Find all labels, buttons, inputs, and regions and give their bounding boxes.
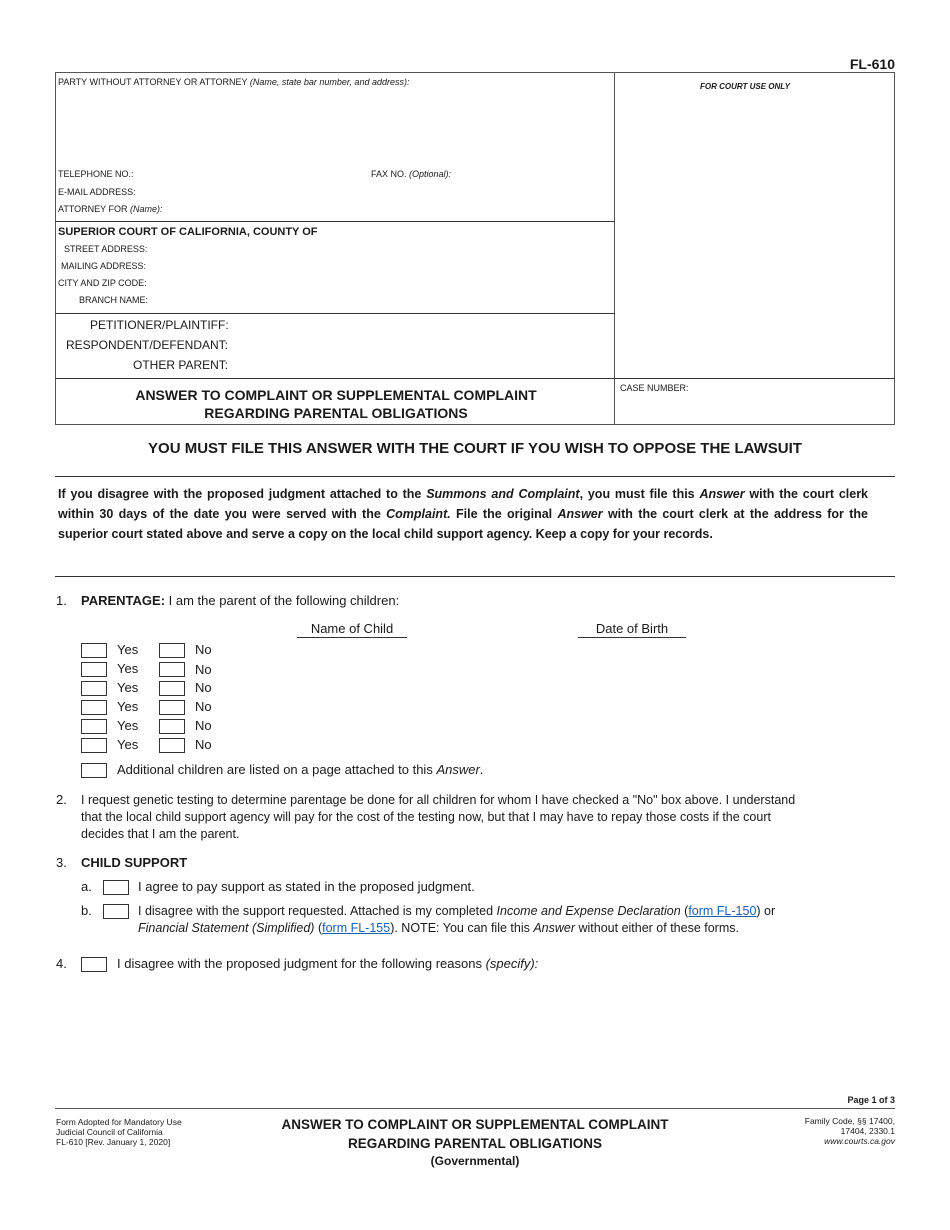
no-label: No [195,718,212,733]
page-indicator: Page 1 of 3 [847,1095,895,1105]
no-label: No [195,642,212,657]
court-use-box [614,72,895,425]
no-label: No [195,662,212,677]
respondent-label: RESPONDENT/DEFENDANT: [66,338,229,352]
other-parent-label: OTHER PARENT: [133,358,229,372]
no-label: No [195,737,212,752]
yes-checkbox[interactable] [81,662,107,677]
no-label: No [195,699,212,714]
footer-right: Family Code, §§ 17400, 17404, 2330.1 www.courts.ca.gov [804,1116,895,1146]
court-use-label: FOR COURT USE ONLY [700,82,790,91]
item2-text: I request genetic testing to determine parentage be done for all children for whom I have checked a "No" box above. I understand that the local child support agency will pay for the cost of the testing now, but that I may have to repay those costs if the court decides that I am the parent. [81,793,796,841]
additional-children-label: Additional children are listed on a page attached to this Answer. [117,762,484,777]
yes-checkbox[interactable] [81,738,107,753]
item1-number: 1. [56,593,67,608]
column-name-of-child: Name of Child [297,621,407,638]
city-label: CITY AND ZIP CODE: [58,278,147,288]
no-checkbox[interactable] [159,643,185,658]
form-fl150-link[interactable]: form FL-150 [688,904,757,918]
yes-label: Yes [117,737,139,752]
telephone-label: TELEPHONE NO.: [58,169,134,179]
yes-label: Yes [117,680,139,695]
courts-website-link[interactable]: www.courts.ca.gov [824,1136,895,1146]
warning-heading: YOU MUST FILE THIS ANSWER WITH THE COURT IF YOU WISH TO OPPOSE THE LAWSUIT [148,440,802,457]
email-label: E-MAIL ADDRESS: [58,187,136,197]
no-checkbox[interactable] [159,719,185,734]
form-fl155-link[interactable]: form FL-155 [322,921,391,935]
item1-heading-row: PARENTAGE: I am the parent of the following children: [81,593,400,608]
item3-number: 3. [56,855,67,870]
petitioner-label: PETITIONER/PLAINTIFF: [90,318,229,332]
yes-label: Yes [117,718,139,733]
yes-checkbox[interactable] [81,643,107,658]
yes-checkbox[interactable] [81,681,107,696]
disagree-judgment-checkbox[interactable] [81,957,107,972]
footer-title: ANSWER TO COMPLAINT OR SUPPLEMENTAL COMPLAINT REGARDING PARENTAL OBLIGATIONS (Governmental) [281,1117,669,1168]
no-label: No [195,680,212,695]
mailing-label: MAILING ADDRESS: [61,261,147,271]
column-date-of-birth: Date of Birth [578,621,686,638]
item3a-text: I agree to pay support as stated in the proposed judgment. [138,879,475,894]
court-title: SUPERIOR COURT OF CALIFORNIA, COUNTY OF [58,226,318,238]
item3b-text: I disagree with the support requested. Attached is my completed Income and Expense Declaration (form FL-150) or Financial Statement (Simplified) (form FL-155). NOTE: You can file this Answer without either of these forms. [138,904,776,935]
agree-support-checkbox[interactable] [103,880,129,895]
attorney-for-label: ATTORNEY FOR (Name): [58,204,163,214]
yes-checkbox[interactable] [81,719,107,734]
disagree-support-checkbox[interactable] [103,904,129,919]
no-checkbox[interactable] [159,738,185,753]
item3-heading: CHILD SUPPORT [81,855,188,870]
footer-left: Form Adopted for Mandatory Use Judicial Council of California FL-610 [Rev. January 1, 2020] [56,1117,182,1147]
item2-number: 2. [56,792,67,807]
form-number: FL-610 [849,56,895,72]
yes-label: Yes [117,699,139,714]
item3a-label: a. [81,879,92,894]
additional-children-checkbox[interactable] [81,763,107,778]
street-label: STREET ADDRESS: [64,244,148,254]
item3b-label: b. [81,903,92,918]
item4-number: 4. [56,956,67,971]
instructions-paragraph: If you disagree with the proposed judgment attached to the Summons and Complaint, you must file this Answer with the court clerk within 30 days of the date you were served with the Complaint. File the original Answer with the court clerk at the address for the superior court stated above and serve a copy on the local child support agency. Keep a copy for your records. [58,487,869,541]
yes-label: Yes [117,661,139,676]
branch-label: BRANCH NAME: [79,295,149,305]
item4-text: I disagree with the proposed judgment for the following reasons (specify): [117,956,539,971]
case-number-label: CASE NUMBER: [620,383,689,393]
fax-label: FAX NO. (Optional): [371,169,452,179]
party-label: PARTY WITHOUT ATTORNEY OR ATTORNEY (Name, state bar number, and address): [58,77,410,87]
no-checkbox[interactable] [159,700,185,715]
no-checkbox[interactable] [159,662,185,677]
form-title: ANSWER TO COMPLAINT OR SUPPLEMENTAL COMPLAINT REGARDING PARENTAL OBLIGATIONS [135,387,537,421]
yes-checkbox[interactable] [81,700,107,715]
yes-label: Yes [117,642,139,657]
no-checkbox[interactable] [159,681,185,696]
